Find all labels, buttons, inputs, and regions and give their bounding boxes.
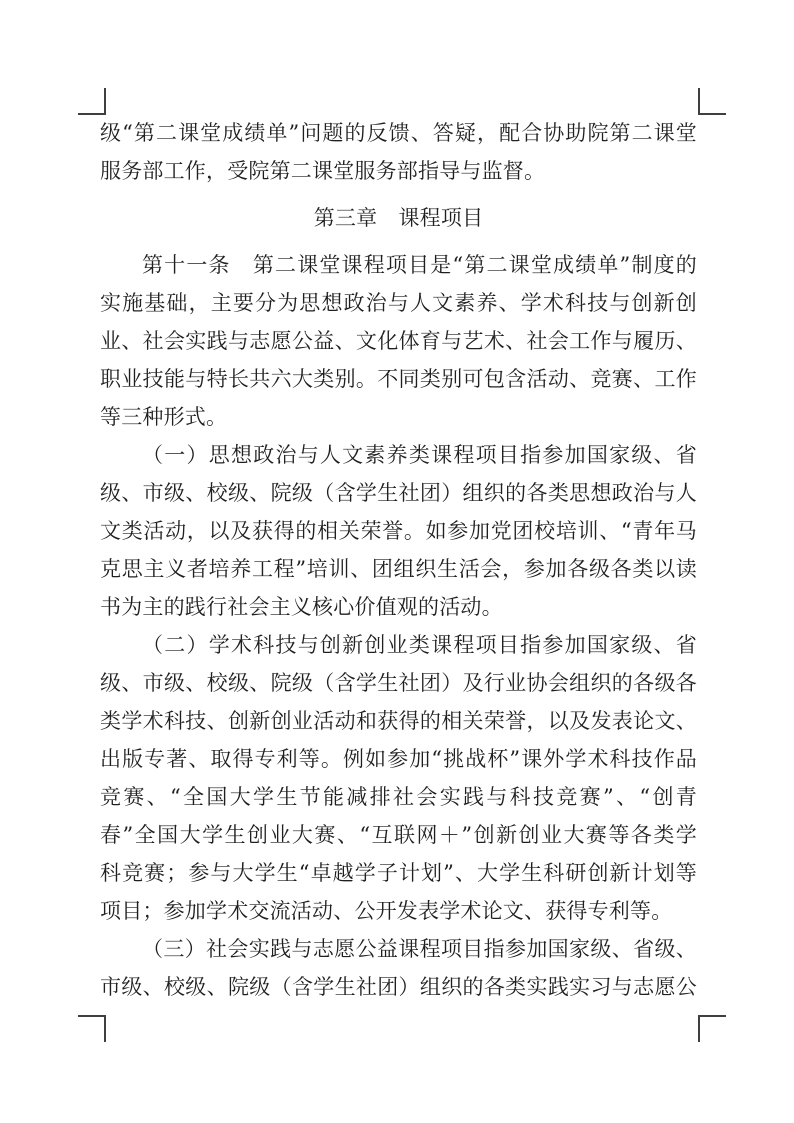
text-line: 春”全国大学生创业大赛、“互联网＋”创新创业大赛等各类学	[100, 823, 697, 847]
crop-mark-top-right	[698, 88, 726, 115]
text-line: 市级、校级、院级（含学生社团）组织的各类实践实习与志愿公	[100, 975, 697, 999]
text-line: （三）社会实践与志愿公益课程项目指参加国家级、省级、	[142, 937, 697, 961]
text-line: 服务部工作，受院第二课堂服务部指导与监督。	[100, 159, 546, 183]
text-line: 级、市级、校级、院级（含学生社团）及行业协会组织的各级各	[100, 671, 697, 695]
chapter-heading: 第三章 课程项目	[313, 206, 484, 230]
crop-mark-top-left	[78, 88, 106, 115]
text-line: 克思主义者培养工程”培训、团组织生活会，参加各级各类以读	[100, 557, 697, 581]
text-line: 等三种形式。	[100, 405, 228, 429]
text-line: 项目；参加学术交流活动、公开发表学术论文、获得专利等。	[100, 899, 673, 923]
text-line: 职业技能与特长共六大类别。不同类别可包含活动、竞赛、工作	[100, 367, 697, 391]
text-line: 第十一条 第二课堂课程项目是“第二课堂成绩单”制度的	[142, 253, 697, 277]
text-line: 类学术科技、创新创业活动和获得的相关荣誉，以及发表论文、	[100, 709, 697, 733]
text-line: （二）学术科技与创新创业类课程项目指参加国家级、省	[142, 633, 697, 657]
text-line: （一）思想政治与人文素养类课程项目指参加国家级、省	[142, 443, 697, 467]
text-line: 级“第二课堂成绩单”问题的反馈、答疑，配合协助院第二课堂	[100, 121, 697, 145]
document-text	[100, 114, 697, 1006]
crop-mark-bottom-right	[698, 1015, 726, 1042]
text-line: 文类活动，以及获得的相关荣誉。如参加党团校培训、“青年马	[100, 519, 697, 543]
text-line: 竞赛、“全国大学生节能减排社会实践与科技竞赛”、“创青	[100, 785, 697, 809]
crop-mark-bottom-left	[78, 1015, 106, 1042]
text-line: 级、市级、校级、院级（含学生社团）组织的各类思想政治与人	[100, 481, 697, 505]
text-line: 实施基础，主要分为思想政治与人文素养、学术科技与创新创	[100, 291, 697, 315]
text-line: 出版专著、取得专利等。例如参加“挑战杯”课外学术科技作品	[100, 747, 697, 771]
text-line: 书为主的践行社会主义核心价值观的活动。	[100, 595, 503, 619]
text-line: 科竞赛；参与大学生“卓越学子计划”、大学生科研创新计划等	[100, 861, 697, 885]
text-line: 业、社会实践与志愿公益、文化体育与艺术、社会工作与履历、	[100, 329, 697, 353]
